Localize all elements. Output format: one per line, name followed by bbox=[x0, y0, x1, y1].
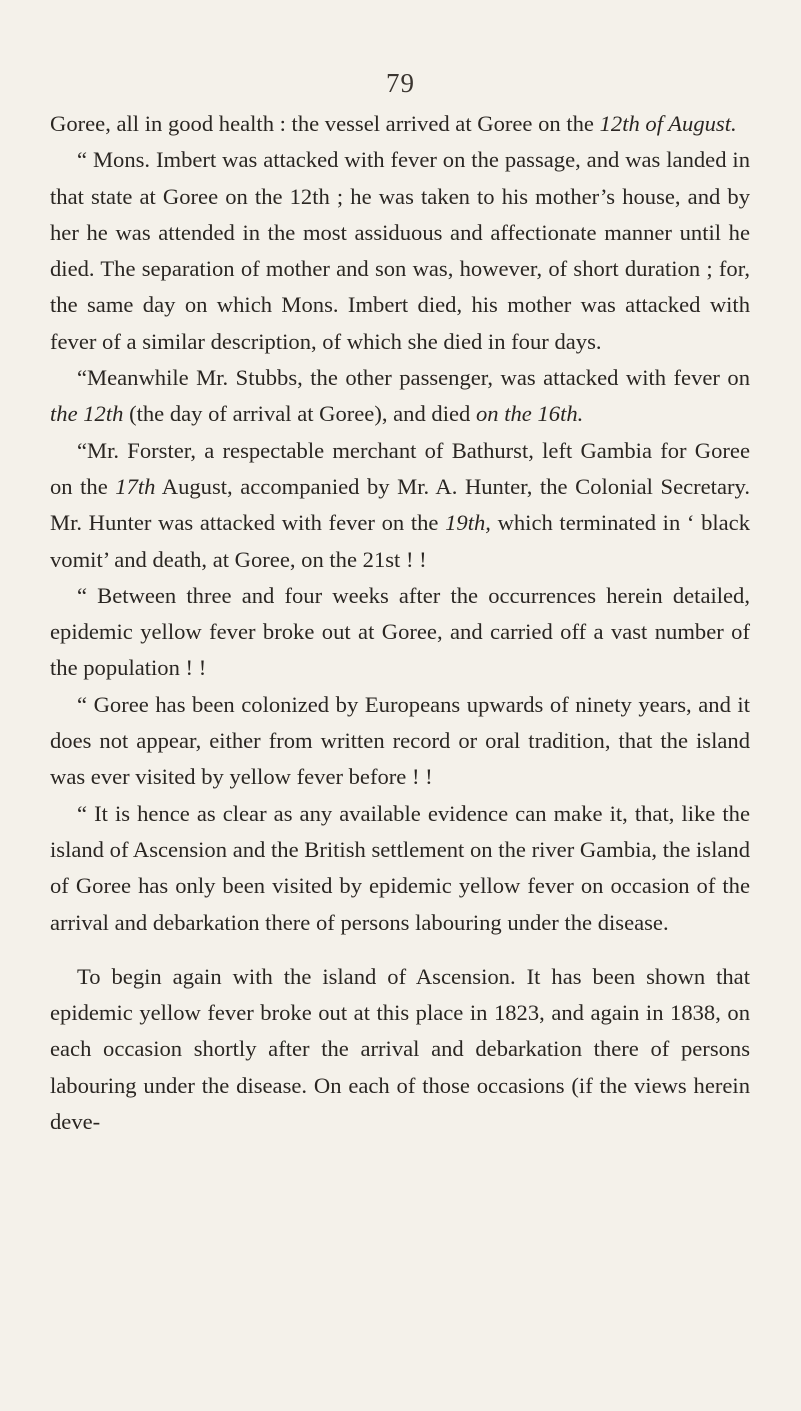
text-run: “Meanwhile Mr. Stubbs, the other passenger, was attacked with fever on bbox=[77, 365, 750, 391]
text-run: “ Goree has been colonized by Europeans upwards of ninety years, and it does not appear, either from written record or oral tradition, that the island was ever visited by yellow fever before ! ! bbox=[50, 691, 750, 790]
paragraph-p4 bbox=[50, 433, 750, 578]
italic-text: 17th bbox=[115, 473, 156, 499]
text-run: “Mr. Forster, a respectable merchant of Bathurst, left Gambia for Goree on the bbox=[50, 437, 750, 499]
paragraph-p6 bbox=[50, 687, 750, 796]
text-run: “ Between three and four weeks after the occurrences herein detailed, epidemic yellow fever broke out at Goree, and carried off a vast number of the population ! ! bbox=[50, 582, 750, 681]
body-text bbox=[50, 106, 750, 1140]
italic-text: 12th of August. bbox=[599, 111, 737, 136]
italic-text: the 12th bbox=[50, 401, 124, 427]
text-run: (the day of arrival at Goree), and died bbox=[123, 401, 476, 427]
text-run: To begin again with the island of Ascension. It has been shown that epidemic yellow fever broke out at this place in 1823, and again in 1838, on each occasion shortly after the arrival and debarkation there of persons labouring under the disease. On each of those occasions (if the views herein deve- bbox=[50, 963, 750, 1135]
text-run: August, accompanied by Mr. A. Hunter, the Colonial Secretary. Mr. Hunter was attacked with fever on the bbox=[50, 473, 750, 536]
paragraph-p2 bbox=[50, 142, 750, 360]
text-run: Goree, all in good health : the vessel arrived at Goree on the bbox=[50, 111, 600, 136]
italic-text: on the 16th. bbox=[475, 401, 584, 427]
paragraph-p8 bbox=[50, 959, 750, 1140]
paragraph-p5 bbox=[50, 578, 750, 687]
text-run: “ Mons. Imbert was attacked with fever on the passage, and was landed in that state at Goree on the 12th ; he was taken to his mother’s house, and by her he was attended in the most assiduous and affectionate manner until he died. The separation of mother and son was, however, of short duration ; for, the same day on which Mons. Imbert died, his mother was attacked with fever of a similar description, of which she died in four days. bbox=[50, 147, 750, 354]
paragraph-p7 bbox=[50, 796, 750, 941]
italic-text: 19th, bbox=[445, 510, 491, 536]
page-number: 79 bbox=[386, 68, 415, 98]
text-run: which terminated in ‘ black vomit’ and death, at Goree, on the 21st ! ! bbox=[50, 510, 751, 572]
text-run: “ It is hence as clear as any available evidence can make it, that, like the island of Ascension and the British settlement on the river Gambia, the island of Goree has only been visited by epidemic yellow fever on occasion of the arrival and debarkation there of persons labouring under the disease. bbox=[50, 800, 750, 935]
paragraph-p3 bbox=[50, 360, 750, 433]
paragraph-p1 bbox=[50, 106, 750, 142]
